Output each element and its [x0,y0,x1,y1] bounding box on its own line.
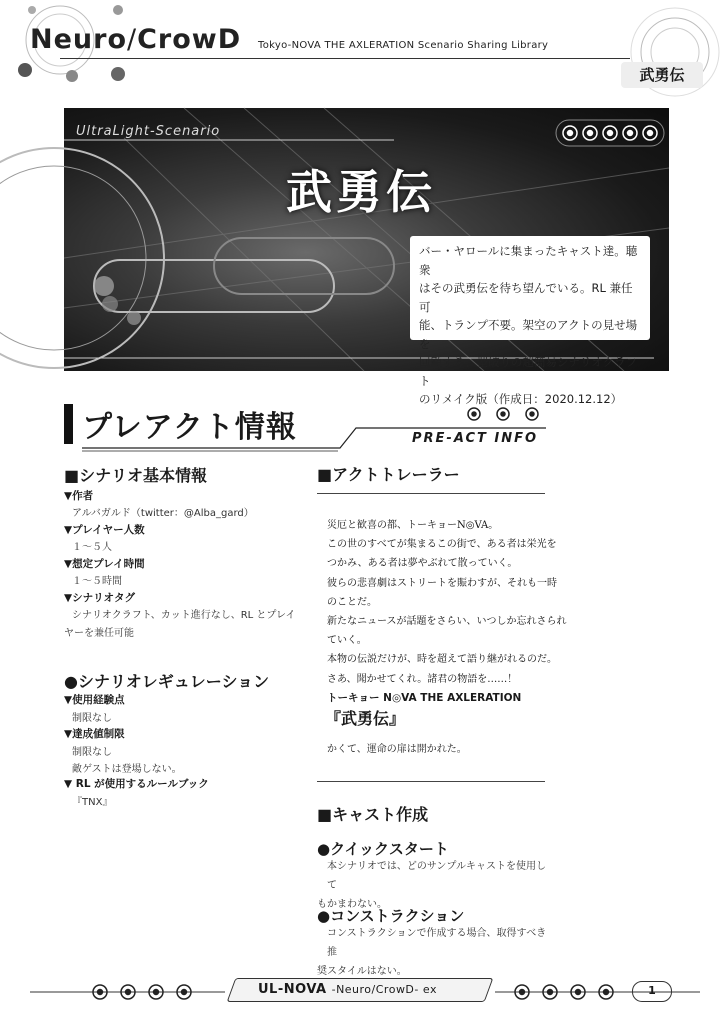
ring-icons [563,126,657,140]
trailer-line: さあ、聞かせてくれ。諸君の物語を……！ [327,673,518,685]
quick-start-line: もかまわない。 [317,899,387,910]
dot-icon [66,70,78,82]
synopsis-line: 能、トランプ不要。架空のアクトの見せ場を [419,318,638,351]
construction-line: 奨スタイルはない。 [317,966,407,977]
trailer-line: 新たなニュースが話題をさらい、いつしか忘れさられ [327,616,567,628]
header-tag: 武勇伝 [621,62,703,88]
page-number: 1 [632,981,672,1002]
banner-series-label: UltraLight-Scenario [76,124,221,139]
info-label: ▼プレイヤー人数 [64,524,145,536]
trailer-closing: かくて、運命の扉は開かれた。 [327,744,467,755]
trailer-line: ていく。 [327,635,367,647]
trailer-rule-top [317,493,545,494]
header-subtitle: Tokyo-NOVA THE AXLERATION Scenario Sharing Library [258,40,549,51]
footer-label-main: UL-NOVA [258,982,327,997]
regulation-heading: ●シナリオレギュレーション [64,672,270,691]
trailer-product: トーキョー N◎VA THE AXLERATION [327,692,522,704]
regulation-label: ▼ RL が使用するルールブック [64,778,209,790]
dot-icon [28,6,36,14]
trailer-line: のことだ。 [327,596,377,608]
scenario-banner [64,108,669,406]
regulation-extra: 敵ゲストは登場しない。 [72,764,182,775]
trailer-rule-bottom [317,781,545,782]
regulation-label: ▼達成値制限 [64,728,125,740]
synopsis-box [410,236,650,406]
header-rule [60,58,630,59]
info-value-cont: ヤーを兼任可能 [64,628,134,639]
trailer-line: 災厄と歓喜の都、トーキョーN◎VA。 [327,520,499,531]
footer-label [258,982,437,997]
dot-icon [111,67,125,81]
regulation-value: 制限なし [72,713,112,724]
dot-icon [18,63,32,77]
trailer-line: つかみ、ある者は夢やぶれて散っていく。 [327,558,518,570]
info-value: アルバガルド（twitter：@Alba_gard） [72,508,254,519]
info-label: ▼シナリオタグ [64,592,135,604]
page-header [0,0,725,92]
trailer-scenario-title: 『武勇伝』 [325,709,406,728]
dot-icon [113,5,123,15]
trailer-text [327,516,567,689]
synopsis-line: 回顧する、型破りの超簡易シナリオクラフト [419,355,638,388]
section-title-bar [64,404,73,444]
site-logo: Neuro/CrowD [30,24,242,55]
footer-label-sub: -Neuro/CrowD- ex [331,983,437,996]
construction-heading: ●コンストラクション [317,907,465,925]
synopsis-line: のリメイク版（作成日：2020.12.12） [419,392,623,406]
info-value: シナリオクラフト、カット進行なし、RL とプレイ [72,610,296,621]
info-value: １～５人 [72,542,112,553]
trailer-heading: ■アクトトレーラー [317,465,460,484]
banner-title: 武勇伝 [286,165,436,219]
section-subtitle-en: PRE-ACT INFO [412,431,539,446]
basic-info-heading: ■シナリオ基本情報 [64,466,207,485]
synopsis-line: バー・ヤロールに集まったキャスト達。聴衆 [419,244,638,277]
quick-start-heading: ●クイックスタート [317,840,449,858]
info-value: １～５時間 [72,576,122,587]
trailer-line: 彼らの悲喜劇はストリートを賑わすが、それも一時 [327,577,557,589]
synopsis-line: はその武勇伝を待ち望んでいる。RL 兼任可 [419,281,633,314]
section-title: プレアクト情報 [82,410,297,445]
cast-heading: ■キャスト作成 [317,805,429,824]
construction-text [317,924,552,981]
regulation-label: ▼使用経験点 [64,694,125,706]
trailer-line: この世のすべてが集まるこの街で、ある者は栄光を [327,539,557,551]
info-label: ▼想定プレイ時間 [64,558,145,570]
trailer-line: 本物の伝説だけが、時を超えて語り継がれるのだ。 [327,654,557,666]
construction-line: コンストラクションで作成する場合、取得すべき推 [327,928,547,958]
regulation-value: 制限なし [72,747,112,758]
info-label: ▼作者 [64,490,94,502]
quick-start-line: 本シナリオでは、どのサンプルキャストを使用して [327,861,546,891]
regulation-value: 『TNX』 [72,797,113,808]
